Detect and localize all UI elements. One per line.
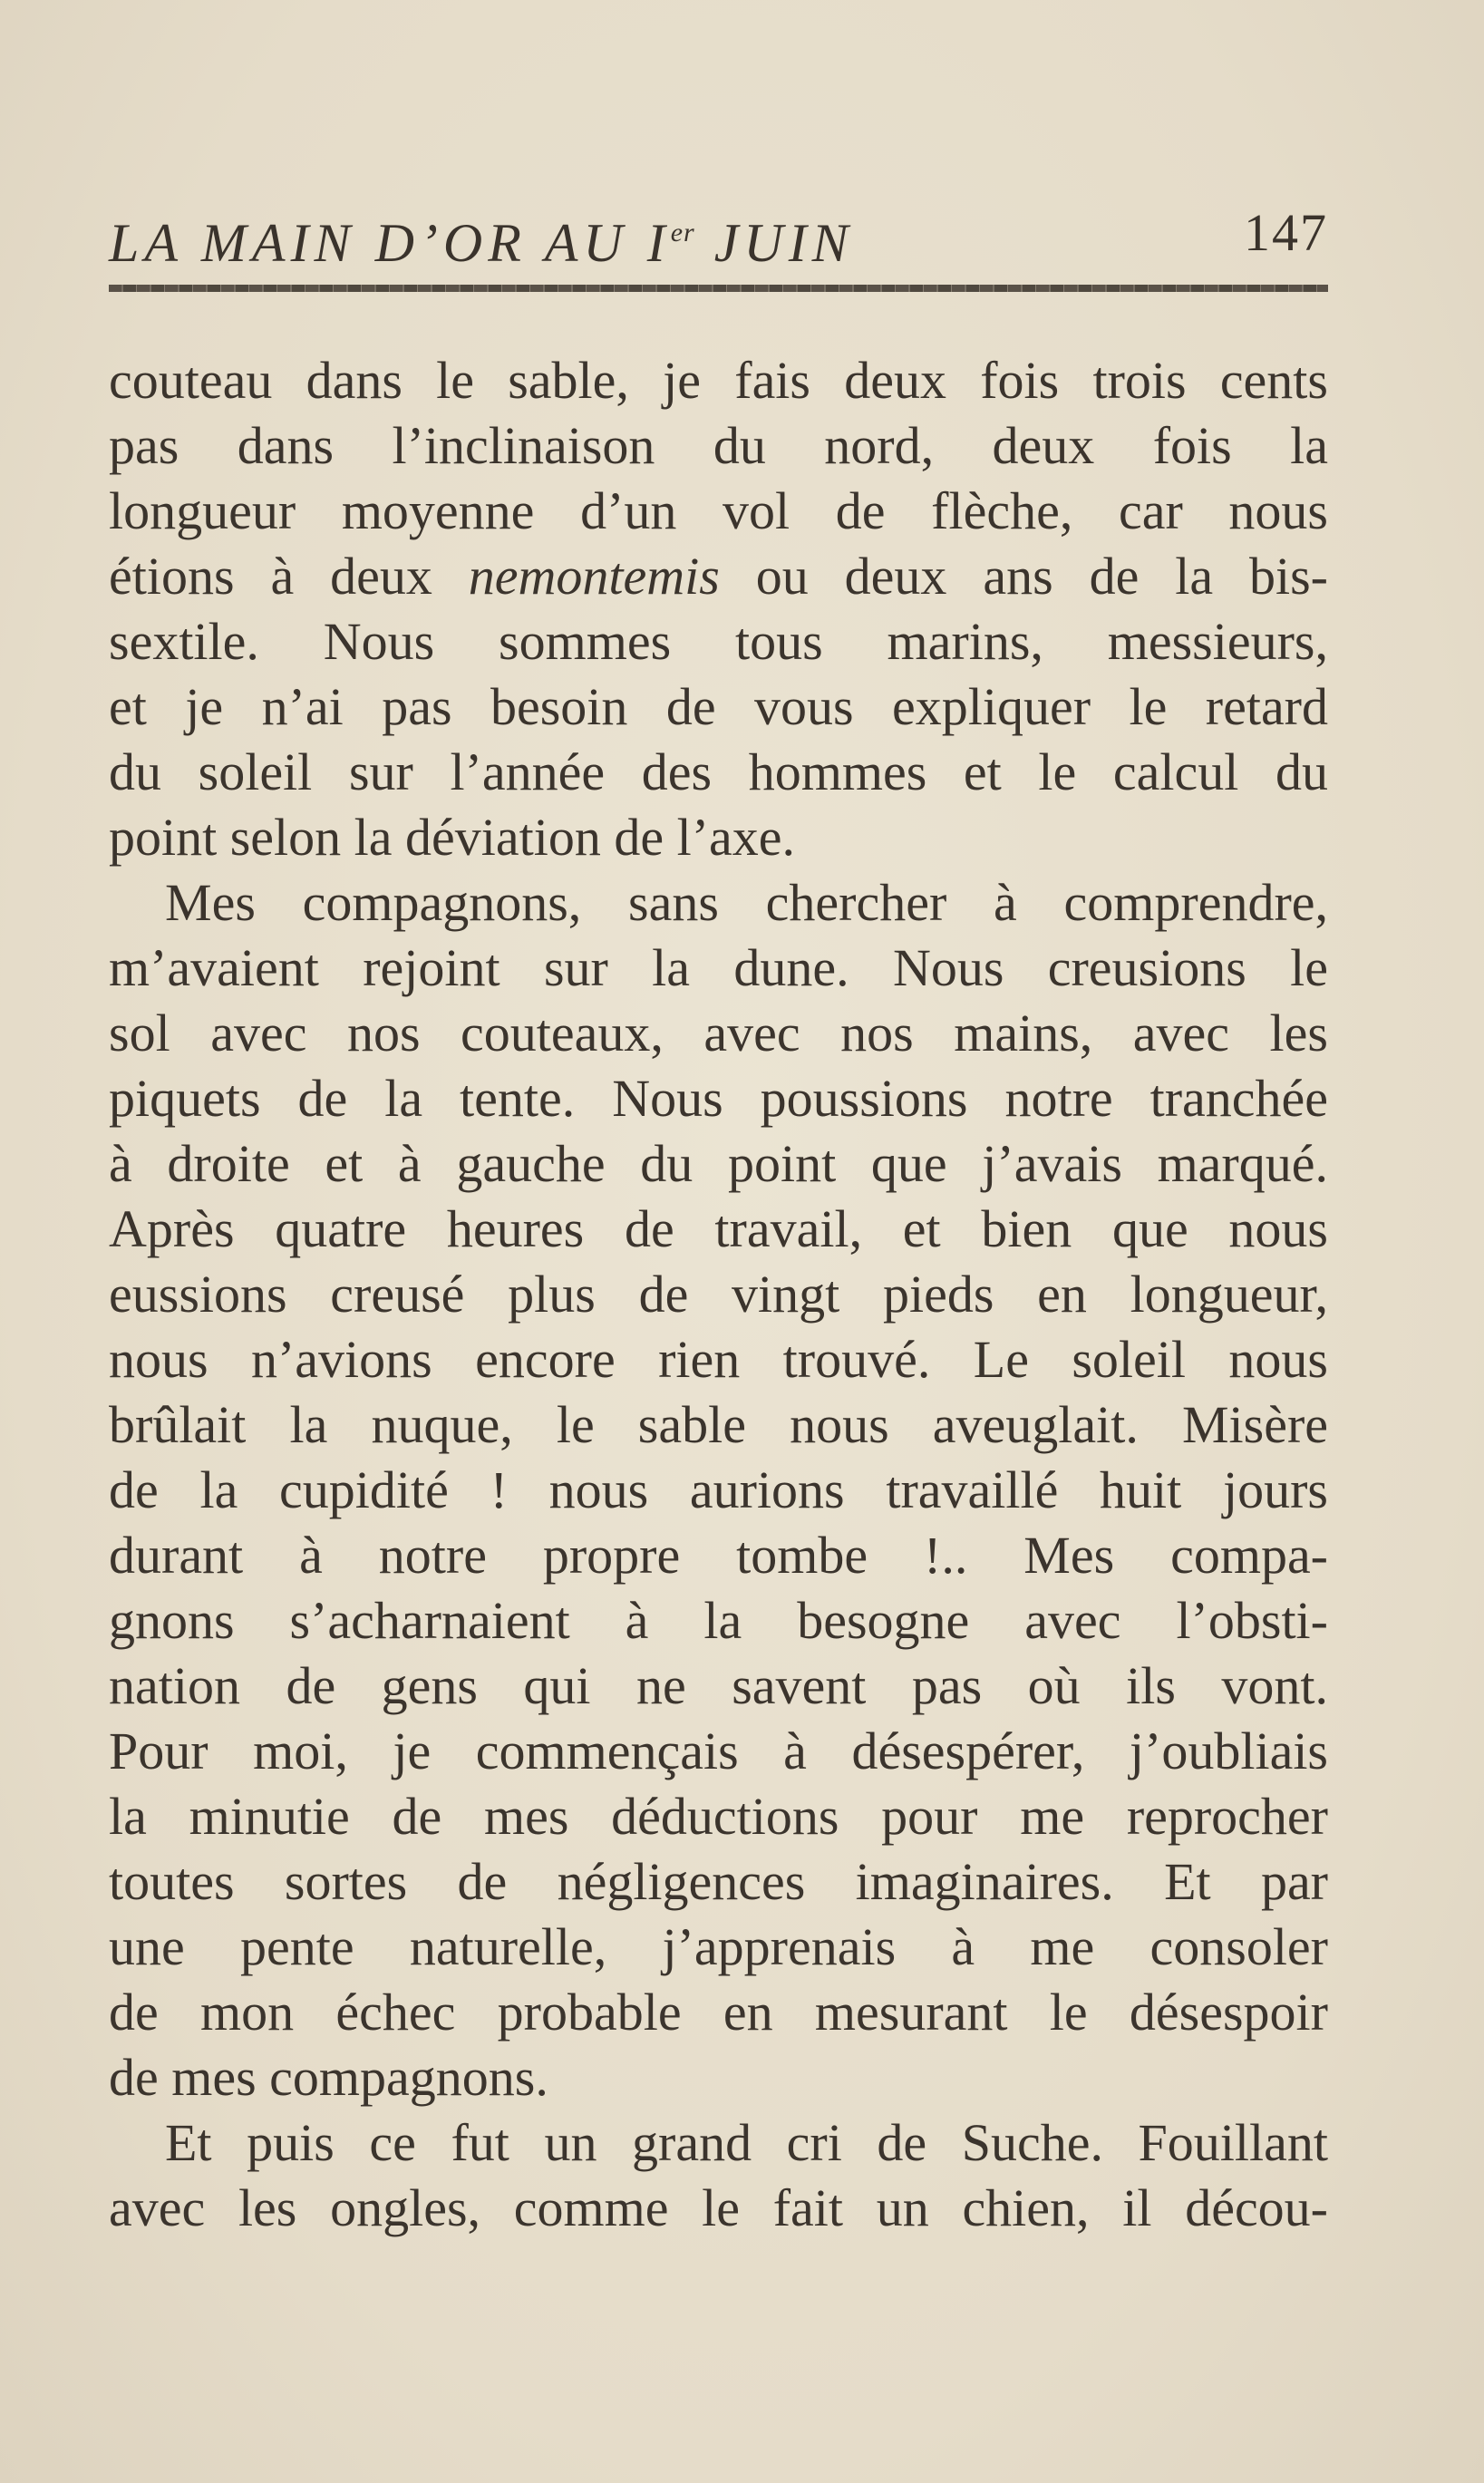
text-line-8: point selon la déviation de l’axe. xyxy=(109,808,796,867)
text-line-22: Pour moi, je commençais à désespérer, j’oubliais xyxy=(109,1722,1328,1780)
text-line-25: une pente naturelle, j’apprenais à me consoler xyxy=(109,1917,1328,1976)
text-line-6: et je n’ai pas besoin de vous expliquer le retard xyxy=(109,677,1328,736)
body-text xyxy=(109,348,1328,2241)
text-line-14: Après quatre heures de travail, et bien que nous xyxy=(109,1199,1328,1258)
text-line-29: avec les ongles, comme le fait un chien, il décou- xyxy=(109,2178,1328,2237)
text-line-27: de mes compagnons. xyxy=(109,2048,548,2107)
text-line-15: eussions creusé plus de vingt pieds en longueur, xyxy=(109,1265,1328,1324)
header-rule xyxy=(109,285,1328,292)
text-line-12: piquets de la tente. Nous poussions notre tranchée xyxy=(109,1069,1328,1128)
text-line-9: Mes compagnons, sans chercher à comprendre, xyxy=(165,873,1328,932)
text-line-3: longueur moyenne d’un vol de flèche, car nous xyxy=(109,481,1328,540)
running-header xyxy=(109,201,1328,273)
text-line-26: de mon échec probable en mesurant le désespoir xyxy=(109,1983,1328,2042)
text-line-16: nous n’avions encore rien trouvé. Le soleil nous xyxy=(109,1330,1328,1389)
page-number: 147 xyxy=(1244,203,1328,262)
text-line-24: toutes sortes de négligences imaginaires. Et par xyxy=(109,1852,1328,1911)
text-line-2: pas dans l’inclinaison du nord, deux fois la xyxy=(109,416,1328,475)
text-line-1: couteau dans le sable, je fais deux fois trois cents xyxy=(109,351,1328,410)
text-line-21: nation de gens qui ne savent pas où ils vont. xyxy=(109,1656,1328,1715)
text-line-11: sol avec nos couteaux, avec nos mains, avec les xyxy=(109,1004,1328,1062)
text-line-7: du soleil sur l’année des hommes et le calcul du xyxy=(109,742,1328,801)
text-line-20: gnons s’acharnaient à la besogne avec l’obsti- xyxy=(109,1591,1328,1650)
text-line-4-start: étions à deux xyxy=(109,547,432,606)
italic-word-nemontemis: nemontemis xyxy=(468,547,720,606)
text-line-5: sextile. Nous sommes tous marins, messieurs, xyxy=(109,612,1328,671)
running-title xyxy=(109,201,854,275)
text-line-10: m’avaient rejoint sur la dune. Nous creusions le xyxy=(109,938,1328,997)
text-line-28: Et puis ce fut un grand cri de Suche. Fouillant xyxy=(165,2113,1328,2172)
running-title-tail: JUIN xyxy=(713,213,854,273)
text-line-4 xyxy=(109,544,1328,609)
text-line-19: durant à notre propre tombe !.. Mes compa- xyxy=(109,1526,1328,1585)
text-line-13: à droite et à gauche du point que j’avais marqué. xyxy=(109,1134,1328,1193)
text-line-17: brûlait la nuque, le sable nous aveuglait. Misère xyxy=(109,1395,1328,1454)
text-line-18: de la cupidité ! nous aurions travaillé huit jours xyxy=(109,1460,1328,1519)
running-title-superscript: er xyxy=(670,218,695,247)
text-line-4-end: ou deux ans de la bis- xyxy=(755,547,1328,606)
running-title-main: LA MAIN D’OR AU I xyxy=(109,213,671,273)
text-line-23: la minutie de mes déductions pour me reprocher xyxy=(109,1787,1328,1846)
